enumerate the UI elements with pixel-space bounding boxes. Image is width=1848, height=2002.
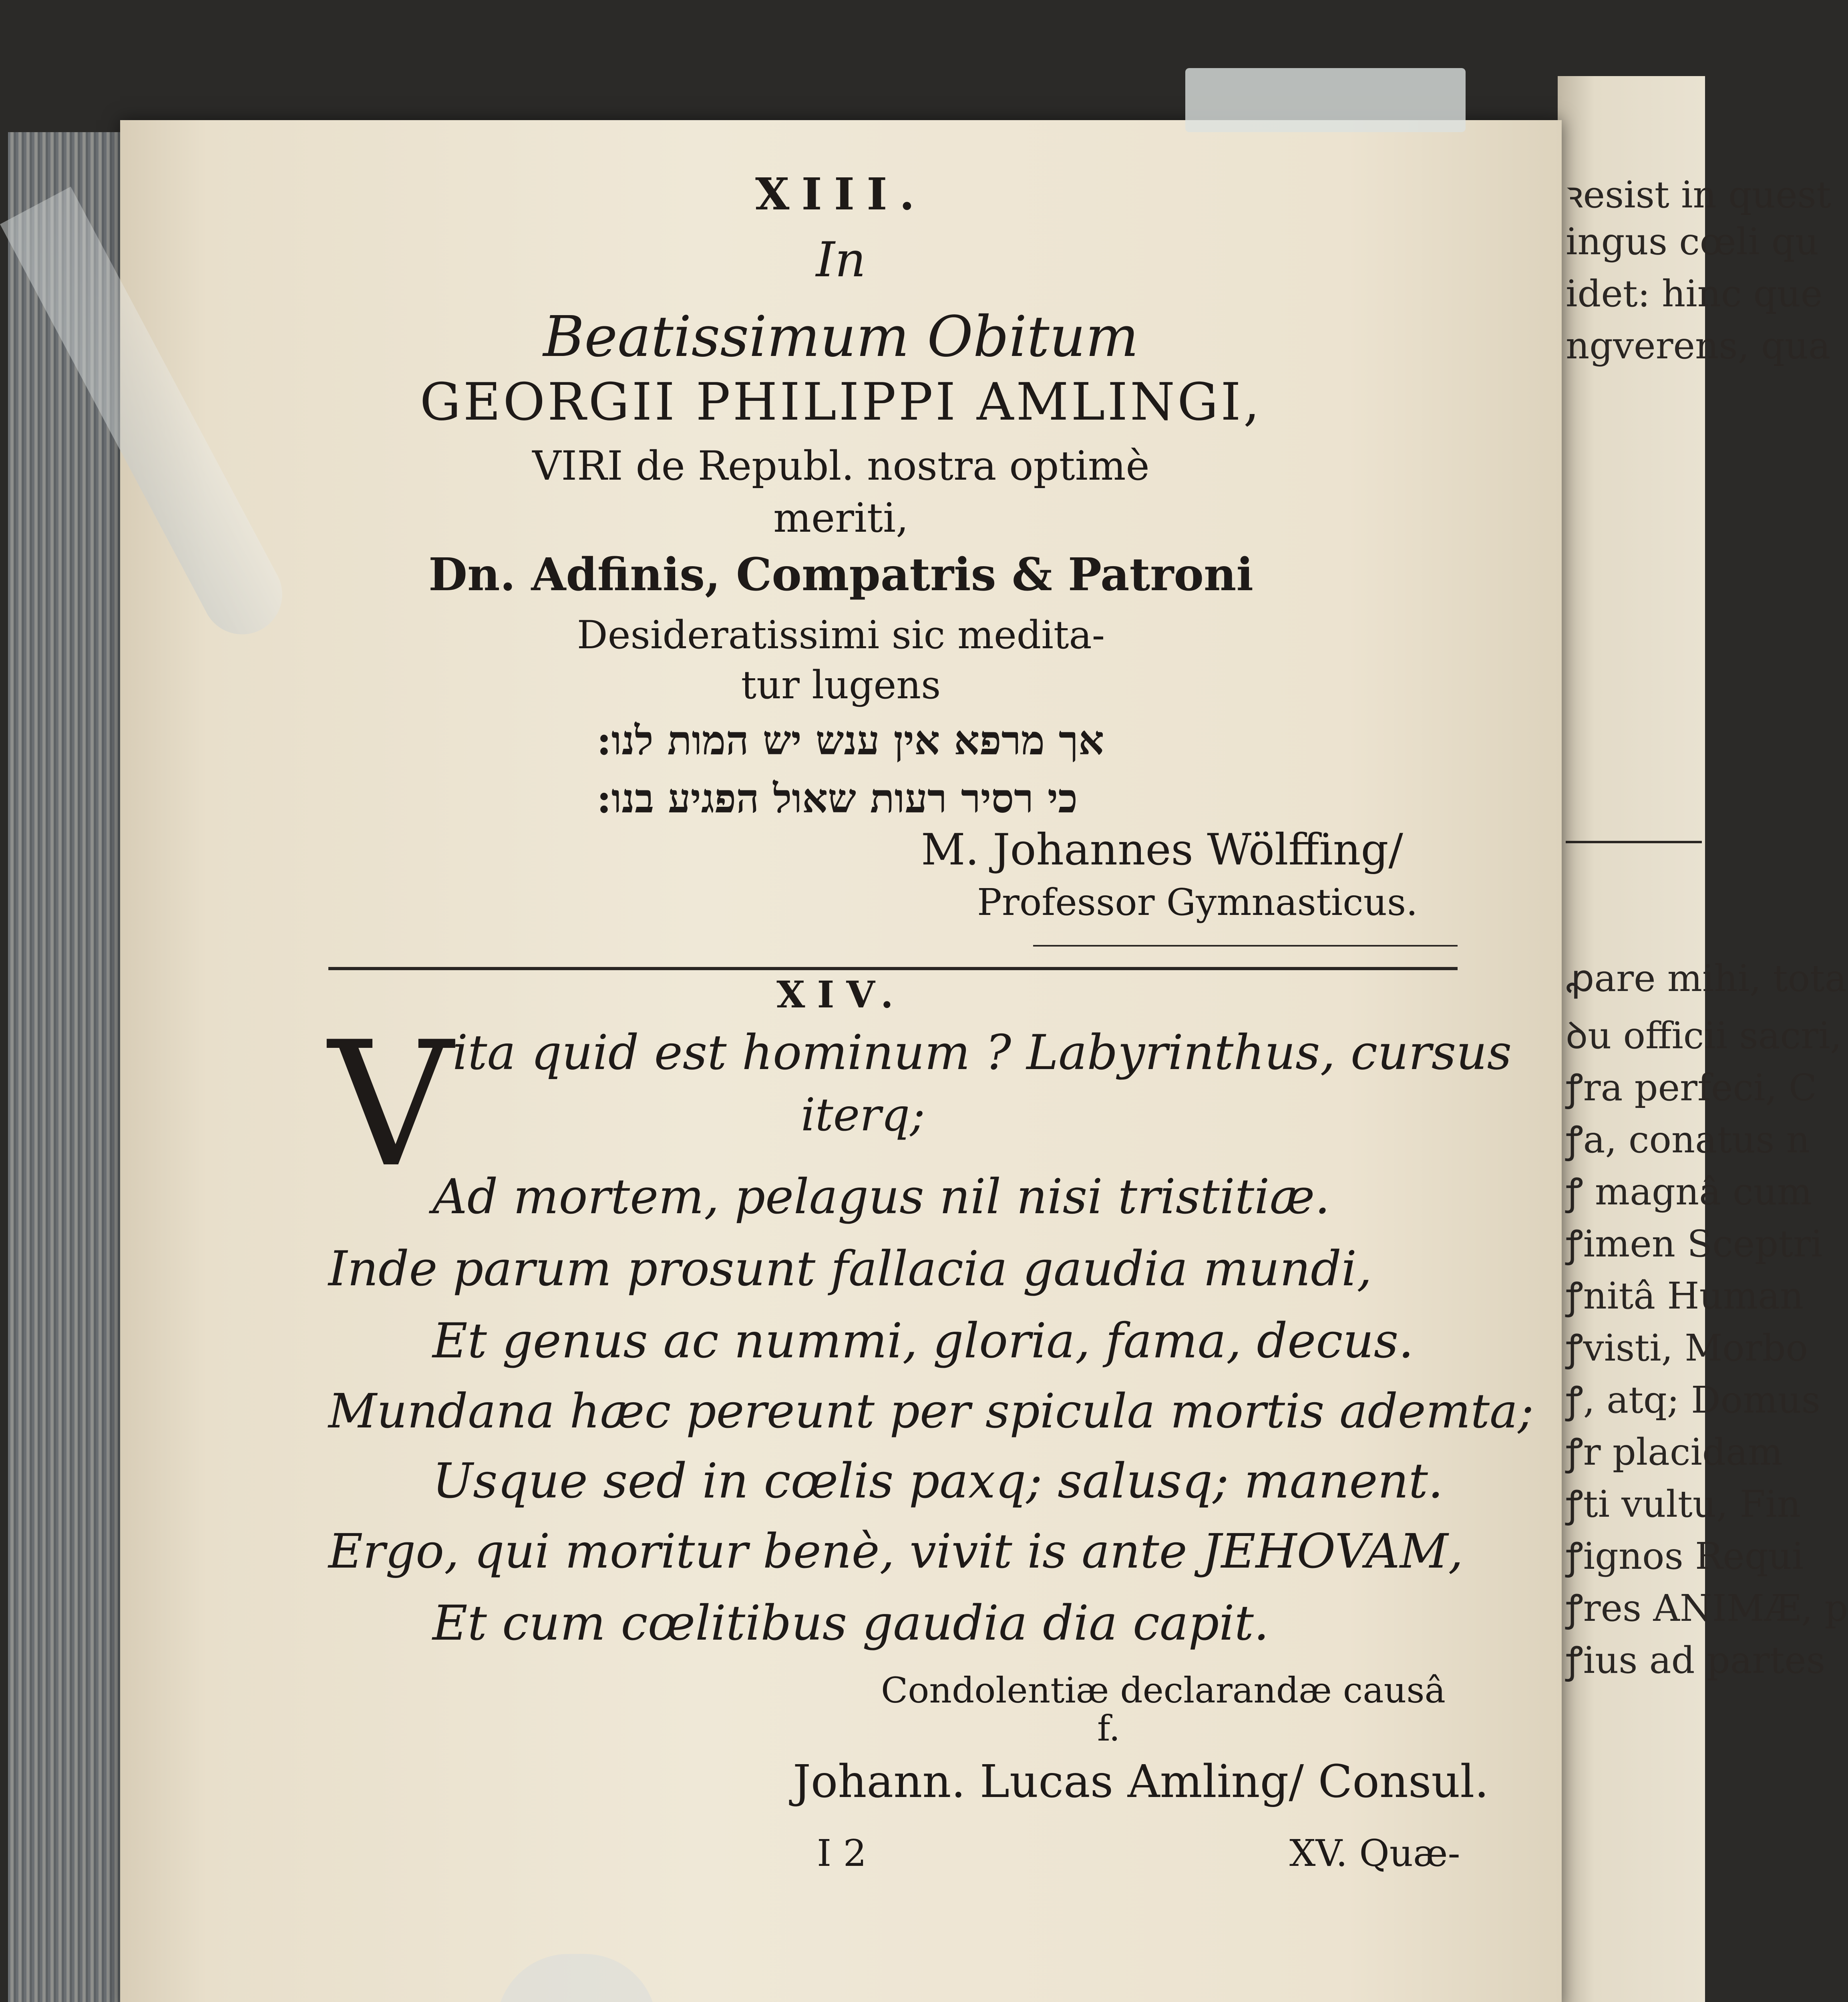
- facing-line: ngverens, qua: [1566, 324, 1830, 367]
- text-line: VIRI de Republ. nostra optimè: [532, 442, 1150, 489]
- dedication-line: Condolentiæ declarandæ causâ: [881, 1670, 1446, 1711]
- text-line: meriti,: [773, 494, 909, 541]
- verse-line: Inde parum prosunt fallacia gaudia mundi,: [328, 1241, 1372, 1297]
- hebrew-line: אך מרפא אין ענש יש המות לנו:: [597, 717, 1104, 764]
- facing-line: ꝭa, conatus n: [1566, 1118, 1810, 1161]
- verse-line: Ad mortem, pelagus nil nisi tristitiæ.: [432, 1169, 1330, 1225]
- facing-line: ꝭr placidam: [1566, 1431, 1783, 1473]
- title-in: In: [816, 232, 866, 288]
- facing-line: ꝭ magnâ cum: [1566, 1170, 1812, 1213]
- author-title: Professor Gymnasticus.: [977, 881, 1418, 924]
- verse-line: Mundana hæc pereunt per spicula mortis ademta;: [328, 1383, 1534, 1439]
- verse-line: Ergo, qui moritur benè, vivit is ante JEHOVAM,: [328, 1524, 1463, 1579]
- facing-line: ꝭius ad partes: [1566, 1639, 1826, 1682]
- verse-line: iterq;: [801, 1089, 925, 1141]
- author-signature: Johann. Lucas Amling/ Consul.: [793, 1756, 1489, 1808]
- deceased-name: GEORGII PHILIPPI AMLINGI,: [420, 372, 1262, 432]
- section-heading-xiv: XIV.: [776, 973, 905, 1016]
- facing-line: ꝭra perfeci, C: [1566, 1066, 1817, 1109]
- title-line: Beatissimum Obitum: [543, 304, 1139, 370]
- drop-cap: V: [328, 1005, 453, 1205]
- facing-line: ꝭvisti, Morbo: [1566, 1327, 1808, 1369]
- hebrew-line: כי רסיר רעות שאול הפגיע בנו:: [597, 775, 1078, 822]
- page-tab: [1185, 68, 1466, 132]
- facing-line: idet: hinc que: [1566, 272, 1823, 315]
- signature-mark: I 2: [817, 1832, 867, 1875]
- catchword: XV. Quæ-: [1289, 1832, 1460, 1875]
- verse-line: Usque sed in cœlis paxq; salusq; manent.: [432, 1453, 1444, 1509]
- verse-line: Et genus ac nummi, gloria, fama, decus.: [432, 1313, 1414, 1369]
- verse-line: ita quid est hominum ? Labyrinthus, cursus: [452, 1025, 1512, 1081]
- text-line: Desideratissimi sic medita-: [577, 613, 1105, 657]
- facing-line: ꝭ, atq; Domus: [1566, 1379, 1820, 1421]
- facing-line: ꝭimen Sceptri: [1566, 1222, 1823, 1265]
- facing-line: ꝭres ANIMÆ, p: [1566, 1587, 1848, 1630]
- facing-line: ꝭnitâ Human: [1566, 1274, 1804, 1317]
- facing-line: ꝺu officii sacri,: [1566, 1014, 1842, 1057]
- facing-line: ꝛesist in quest: [1566, 173, 1831, 216]
- facing-line: ꝭignos Requi: [1566, 1535, 1804, 1578]
- facing-line: ꝓare mihi, tota: [1566, 957, 1847, 1000]
- text-line: tur lugens: [741, 663, 941, 708]
- short-rule: [1033, 945, 1458, 947]
- verse-line: Et cum cœlitibus gaudia dia capit.: [432, 1596, 1269, 1651]
- facing-line: ꝭti vultu, Fin: [1566, 1483, 1801, 1526]
- facing-line: ingus cœli qu: [1566, 220, 1819, 263]
- author-signature: M. Johannes Wölffing/: [921, 825, 1403, 875]
- section-rule: [328, 967, 1458, 970]
- facing-page: [1558, 76, 1848, 2002]
- facing-rule: [1566, 841, 1702, 843]
- section-heading-xiii: XIII.: [755, 168, 927, 220]
- dedication-f: f.: [1097, 1708, 1120, 1749]
- text-line: Dn. Adfinis, Compatris & Patroni: [428, 549, 1254, 601]
